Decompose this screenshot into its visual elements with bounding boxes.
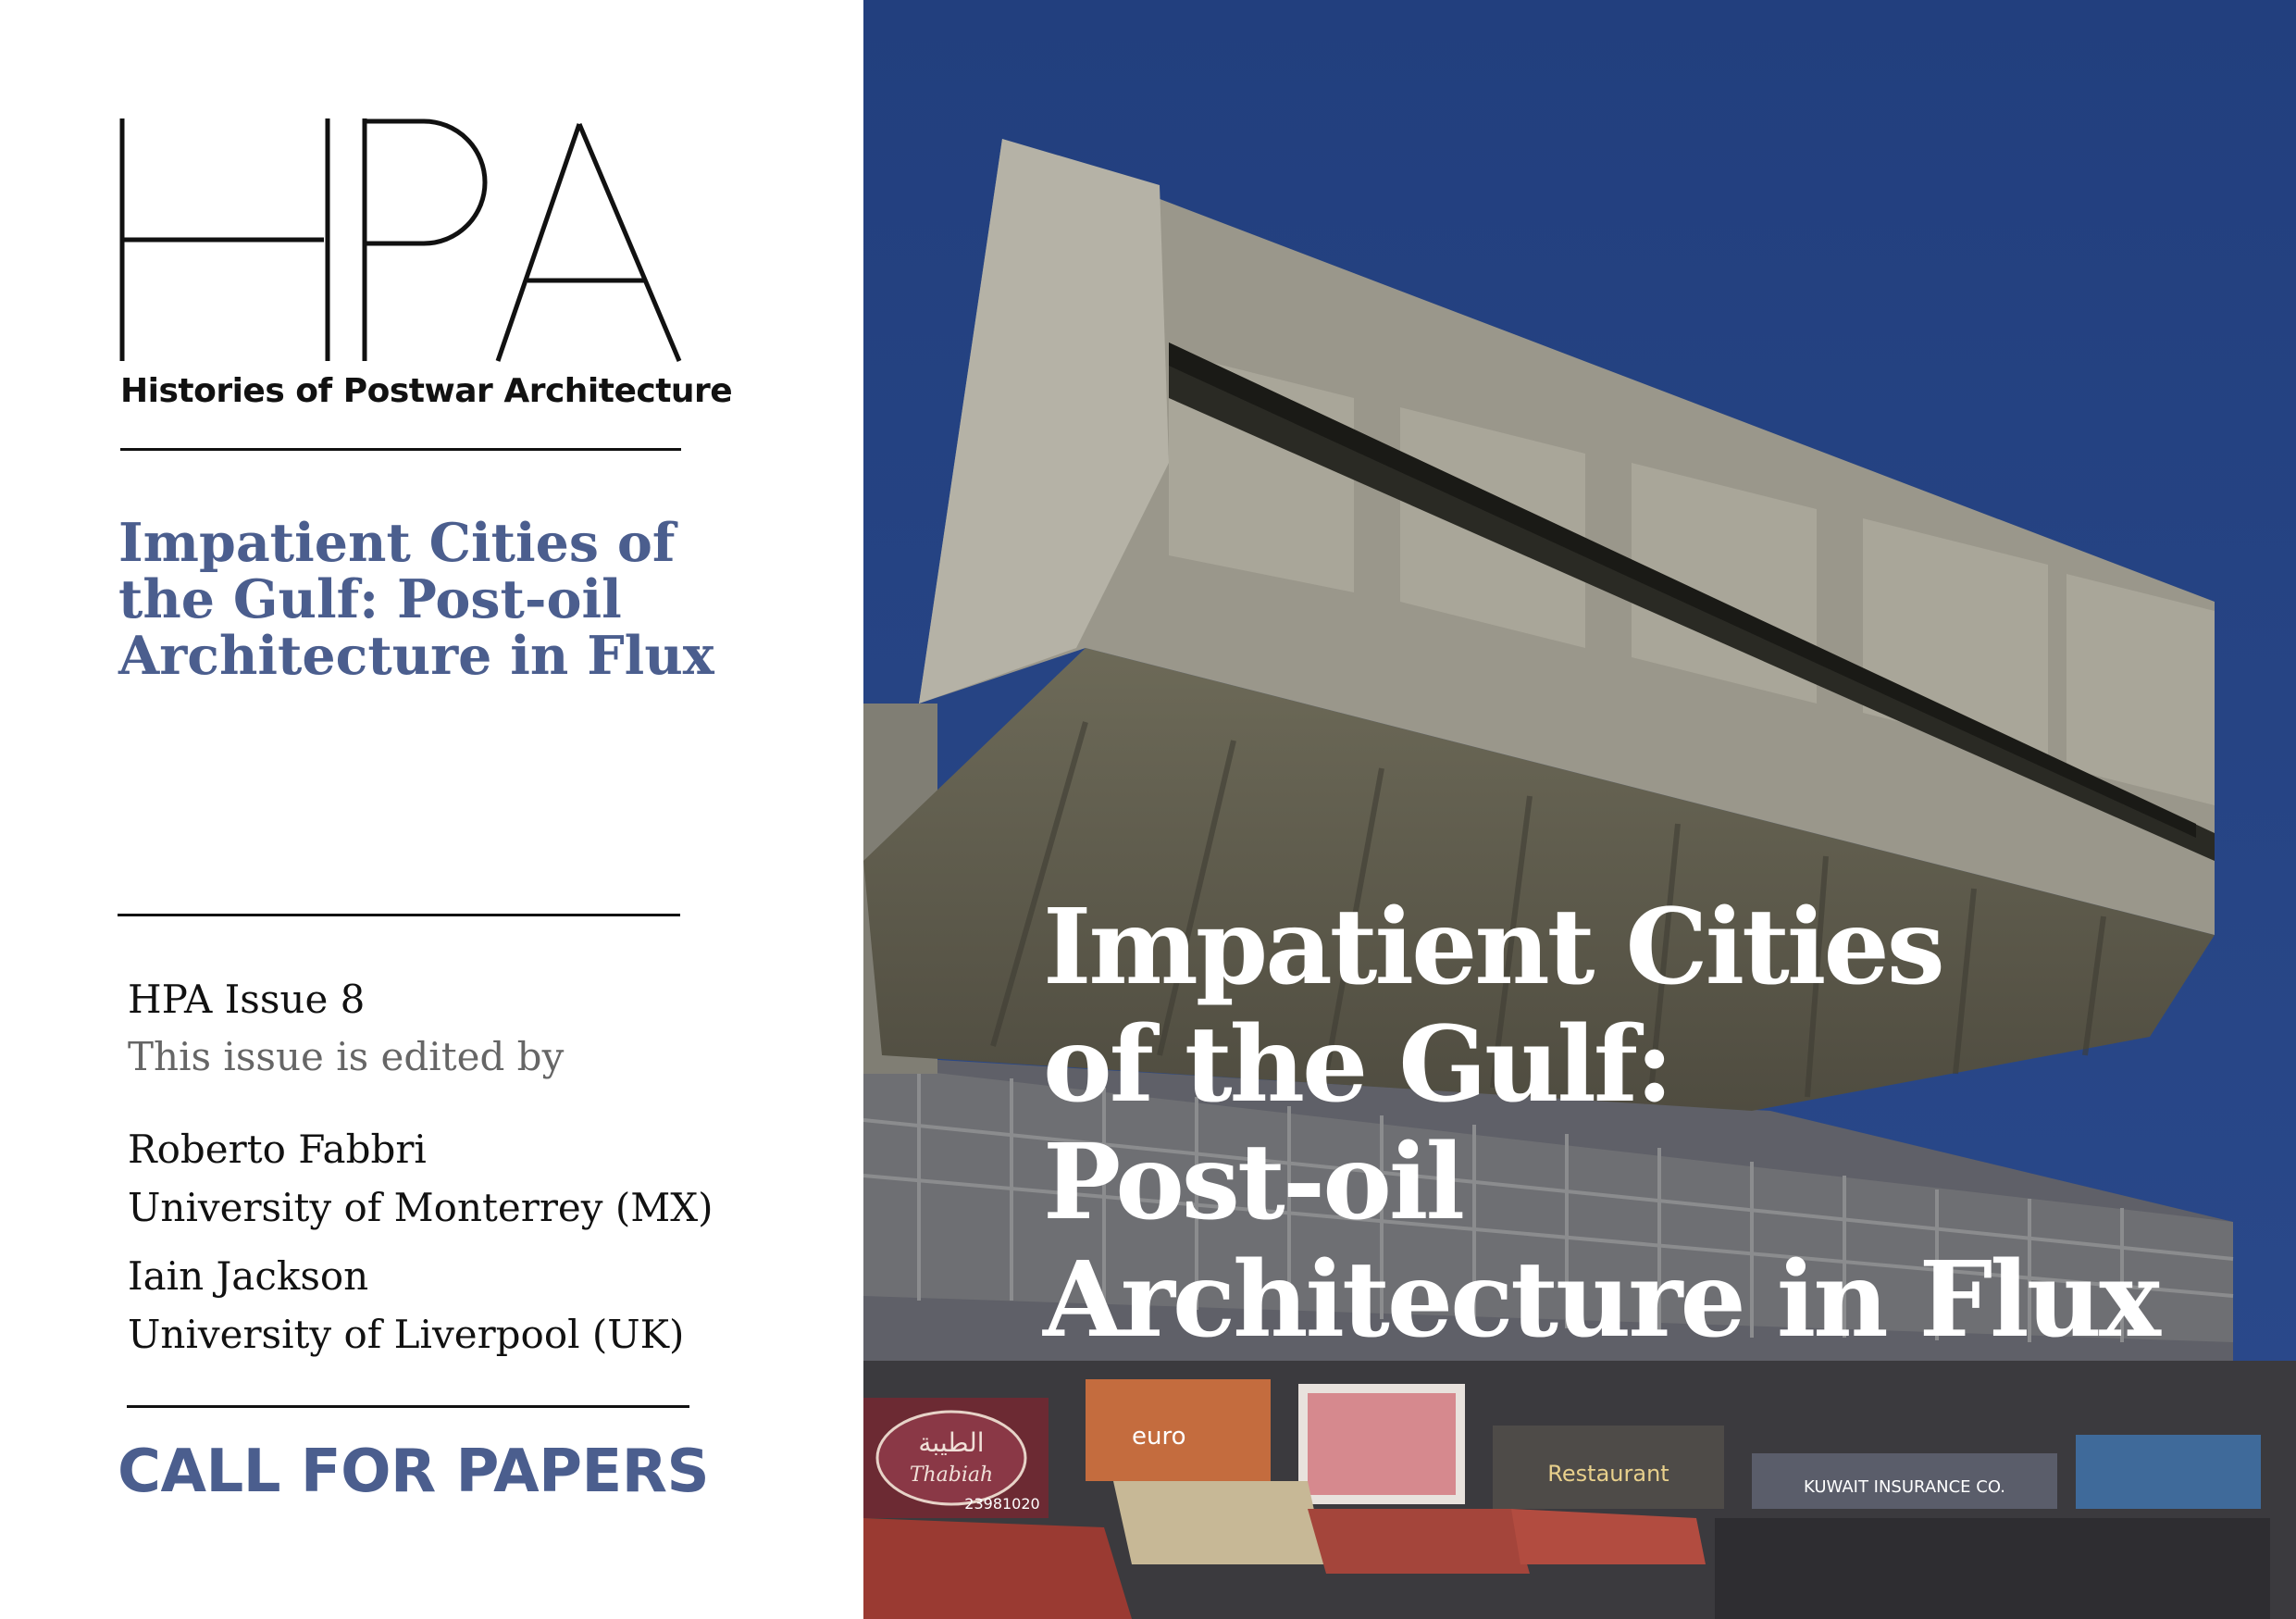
issue-title-line: the Gulf: Post-oil [118,568,622,630]
cover-title-line: Post-oil [1043,1122,1462,1243]
editor-name: Roberto Fabbri [128,1127,427,1172]
sign-text: euro [1132,1423,1186,1451]
issue-title-line: Architecture in Flux [118,625,714,687]
issue-title [118,512,766,687]
cover-title-line: Impatient Cities [1043,887,1942,1008]
hpa-logo [118,118,685,363]
issue-title-line: Impatient Cities of [118,512,676,574]
sign-text: الطيبة [918,1427,985,1458]
left-panel [0,0,863,1619]
sign-text: 23981020 [964,1495,1040,1513]
cover-title [1043,889,2246,1359]
sign-text: Thabiah [909,1463,994,1487]
cover-photo [863,0,2296,1619]
sign-text: Restaurant [1547,1461,1669,1487]
issue-number: HPA Issue 8 [128,977,366,1022]
building-illustration [863,0,2296,1619]
divider [118,914,680,916]
editor-affiliation: University of Liverpool (UK) [128,1312,685,1357]
divider [127,1405,689,1408]
edited-by-label: This issue is edited by [128,1034,565,1079]
cover-title-line: of the Gulf: [1043,1004,1671,1126]
cover-title-line: Architecture in Flux [1043,1239,2158,1361]
editor-entry [128,1120,714,1237]
editor-name: Iain Jackson [128,1253,369,1299]
call-for-papers-heading: CALL FOR PAPERS [118,1438,710,1506]
sign-text: KUWAIT INSURANCE CO. [1804,1477,2005,1497]
logo-subtitle: Histories of Postwar Architecture [120,372,733,410]
divider [120,448,681,451]
editor-entry [128,1247,684,1364]
editor-affiliation: University of Monterrey (MX) [128,1185,714,1230]
